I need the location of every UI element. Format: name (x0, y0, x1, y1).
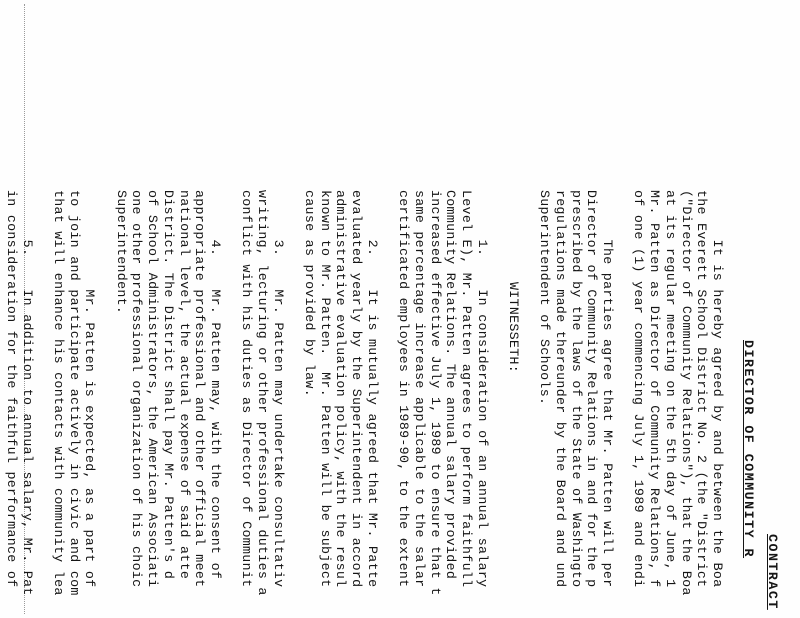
clause-3 (239, 190, 286, 618)
text-line: 2. It is mutually agreed that Mr. Patte (364, 190, 380, 588)
text-line: Community Relations. The annual salary provided (443, 190, 459, 580)
clause-4 (113, 190, 223, 618)
text-line: The parties agree that Mr. Patten will per (600, 190, 616, 588)
text-line: certificated employees in 1989-90, to the extent (396, 190, 412, 588)
text-line: 4. Mr. Patten may, with the consent of (207, 190, 223, 580)
text-line: conflict with his duties as Director of Communit (239, 190, 255, 588)
text-line: same percentage increase applicable to the salar (411, 190, 427, 588)
clause-2 (301, 190, 379, 618)
witnesseth-heading: WITNESSETH: (506, 282, 521, 374)
text-line: Mr. Patten is expected, as a part of (82, 190, 98, 588)
contract-title: CONTRACT (765, 534, 780, 610)
text-line: increased effective July 1, 1989 to ensure that t (427, 190, 443, 596)
contract-subtitle: DIRECTOR OF COMMUNITY R (741, 340, 757, 559)
parties-paragraph (537, 190, 615, 618)
text-line: ("Director of Community Relations"), that the Boa (678, 190, 694, 596)
text-line: one other professional organization of his choic (129, 190, 145, 588)
text-line: cause as provided by law. (302, 190, 318, 397)
text-line: at its regular meeting on the 5th day of June, 1 (662, 190, 678, 588)
clause-1 (396, 190, 490, 618)
text-line: 3. Mr. Patten may undertake consultativ (270, 190, 286, 588)
text-line: District. The District shall pay Mr. Patten's d (160, 190, 176, 580)
clause-5 (3, 190, 34, 618)
text-line: that will enhance his contacts with community lea (51, 190, 67, 596)
text-line: Director of Community Relations in and for the p (584, 190, 600, 588)
text-line: of School Administrators, the American Associati (145, 190, 161, 588)
text-line: 1. In consideration of an annual salary (474, 190, 490, 588)
text-line: Superintendent of Schools. (537, 190, 553, 406)
text-line: It is hereby agreed by and between the Boa (709, 190, 725, 588)
text-line: Level E), Mr. Patten agrees to perform faithfull (458, 190, 474, 588)
text-line: evaluated yearly by the Superintendent in accord (349, 190, 365, 588)
text-line: national level, the actual expense of said atte (176, 190, 192, 580)
text-line: writing, lecturing or other professional duties a (255, 190, 270, 596)
text-line: of one (1) year commencing July 1, 1989 and endi (631, 190, 647, 588)
text-line: to join and participate actively in civic and com (66, 190, 82, 596)
text-line: known to Mr. Patten. Mr. Patten will be subject (317, 190, 333, 588)
intro-paragraph (631, 190, 725, 618)
text-line: prescribed by the laws of the State of Washingto (568, 190, 584, 588)
community-paragraph (50, 190, 97, 618)
text-line: administrative evaluation policy, with the resul (333, 190, 349, 588)
text-line: regulations made thereunder by the Board and und (553, 190, 569, 588)
text-line: Mr. Patten as Director of Community Relations, f (647, 190, 663, 588)
text-line: in consideration for the faithful performance of (4, 190, 19, 588)
text-line: 5. In addition to annual salary, Mr. Pat (19, 190, 35, 596)
text-line: Superintendent. (113, 190, 129, 315)
text-line: the Everett School District No. 2 (the "District (694, 190, 710, 588)
text-line: appropriate professional and other official meet (192, 190, 208, 588)
